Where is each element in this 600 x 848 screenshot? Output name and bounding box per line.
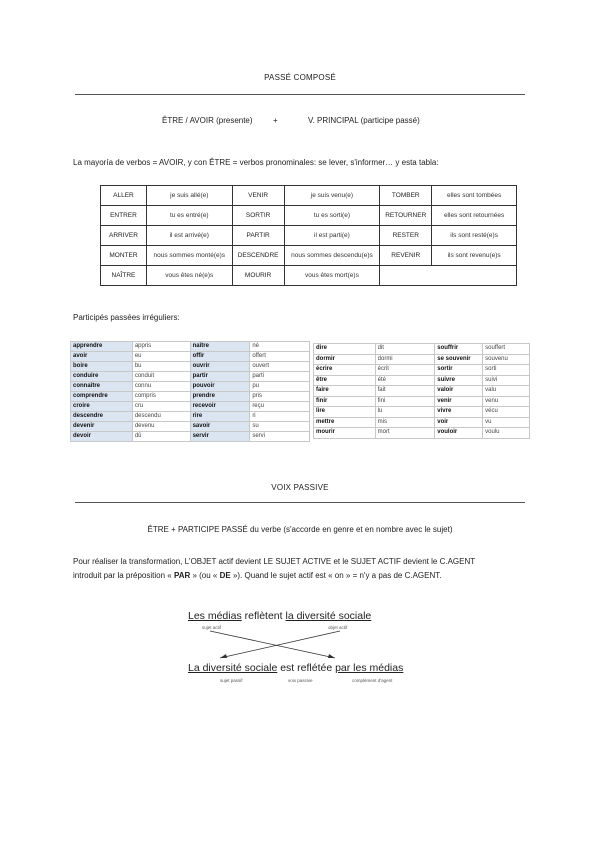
conj-example: je suis venu(e) bbox=[284, 186, 380, 206]
irregular-participle: valu bbox=[483, 386, 530, 397]
irregular-participle: écrit bbox=[375, 365, 435, 376]
irregular-infinitive: sortir bbox=[435, 365, 483, 376]
irregular-participle: cru bbox=[132, 402, 190, 412]
passive-transformation-diagram bbox=[180, 610, 440, 690]
irregular-infinitive: valoir bbox=[435, 386, 483, 397]
irregular-infinitive: recevoir bbox=[190, 402, 250, 412]
conj-example: tu es sorti(e) bbox=[284, 206, 380, 226]
divider bbox=[75, 502, 525, 503]
conj-empty-cell bbox=[380, 266, 517, 286]
irregular-participle: fini bbox=[375, 396, 435, 407]
irregular-title: Participés passées irréguliers: bbox=[73, 313, 180, 322]
irregular-infinitive: être bbox=[314, 375, 376, 386]
conj-example: elles sont retournées bbox=[432, 206, 517, 226]
irregular-participle: pris bbox=[250, 392, 310, 402]
conj-verb: RESTER bbox=[380, 226, 432, 246]
irregular-infinitive: naître bbox=[190, 342, 250, 352]
irregular-row bbox=[314, 365, 530, 376]
irregular-participle: offert bbox=[250, 352, 310, 362]
label-voix-passive: voix passive bbox=[288, 678, 313, 683]
conj-row bbox=[101, 206, 517, 226]
formula-auxiliary: ÊTRE / AVOIR (presente) bbox=[162, 116, 253, 125]
irregular-row bbox=[71, 402, 310, 412]
irregular-infinitive: venir bbox=[435, 396, 483, 407]
conj-example: nous sommes monté(e)s bbox=[146, 246, 232, 266]
irregular-participle: servi bbox=[250, 432, 310, 442]
conj-example: ils sont revenu(e)s bbox=[432, 246, 517, 266]
de-keyword: DE bbox=[219, 571, 231, 580]
passive-formula: ÊTRE + PARTICIPE PASSÉ du verbe (s'accorde en genre et en nombre avec le sujet) bbox=[147, 525, 453, 534]
irregular-participle: parti bbox=[250, 372, 310, 382]
irregular-participle: souffert bbox=[483, 344, 530, 355]
conj-verb: MOURIR bbox=[232, 266, 284, 286]
irregular-infinitive: mettre bbox=[314, 417, 376, 428]
irregular-participle: conduit bbox=[132, 372, 190, 382]
section-title-voix-passive: VOIX PASSIVE bbox=[271, 483, 329, 492]
conj-example: je suis allé(e) bbox=[146, 186, 232, 206]
irregular-infinitive: savoir bbox=[190, 422, 250, 432]
irregular-row bbox=[71, 382, 310, 392]
label-complement-agent: complément d'agent bbox=[352, 678, 393, 683]
irregular-participle: suivi bbox=[483, 375, 530, 386]
conj-example: tu es entré(e) bbox=[146, 206, 232, 226]
irregular-participle: ri bbox=[250, 412, 310, 422]
irregular-row bbox=[71, 352, 310, 362]
label-objet-actif: objet actif bbox=[328, 625, 348, 630]
irregular-participle: dormi bbox=[375, 354, 435, 365]
formula-main-verb: V. PRINCIPAL (participe passé) bbox=[308, 116, 420, 125]
passe-intro-text: La mayoría de verbos = AVOIR, y con ÊTRE = verbos pronominales: se lever, s'informer… y esta tabla: bbox=[73, 158, 439, 167]
irregular-infinitive: finir bbox=[314, 396, 376, 407]
irregular-infinitive: servir bbox=[190, 432, 250, 442]
irregular-participle: reçu bbox=[250, 402, 310, 412]
irregular-infinitive: avoir bbox=[71, 352, 133, 362]
irregular-participle: devenu bbox=[132, 422, 190, 432]
irregular-infinitive: lire bbox=[314, 407, 376, 418]
conj-example: elles sont tombées bbox=[432, 186, 517, 206]
irregular-infinitive: connaître bbox=[71, 382, 133, 392]
irregular-infinitive: comprendre bbox=[71, 392, 133, 402]
irregular-participle: voulu bbox=[483, 428, 530, 439]
conj-verb: NAÎTRE bbox=[101, 266, 147, 286]
irregular-participle: mort bbox=[375, 428, 435, 439]
irregular-row bbox=[314, 417, 530, 428]
irregular-participle: né bbox=[250, 342, 310, 352]
conj-verb: TOMBER bbox=[380, 186, 432, 206]
conj-example: vous êtes mort(e)s bbox=[284, 266, 380, 286]
active-sentence: Les médias reflètent la diversité sociale bbox=[188, 610, 372, 622]
irregular-table-2 bbox=[313, 343, 530, 439]
par-keyword: PAR bbox=[173, 571, 191, 580]
irregular-participle: souvenu bbox=[483, 354, 530, 365]
irregular-participle: dû bbox=[132, 432, 190, 442]
irregular-infinitive: conduire bbox=[71, 372, 133, 382]
conj-row bbox=[101, 266, 517, 286]
irregular-participle: appris bbox=[132, 342, 190, 352]
irregular-participle: eu bbox=[132, 352, 190, 362]
conj-row bbox=[101, 246, 517, 266]
passive-explanation-line-2: introduit par la préposition « PAR » (ou « DE »). Quand le sujet actif est « on » = n'y a pas de C.AGENT. bbox=[73, 571, 442, 580]
irregular-infinitive: vouloir bbox=[435, 428, 483, 439]
conj-verb: DESCENDRE bbox=[232, 246, 284, 266]
irregular-infinitive: devoir bbox=[71, 432, 133, 442]
irregular-row bbox=[314, 407, 530, 418]
irregular-participle: dit bbox=[375, 344, 435, 355]
irregular-infinitive: se souvenir bbox=[435, 354, 483, 365]
irregular-participle: lu bbox=[375, 407, 435, 418]
irregular-infinitive: pouvoir bbox=[190, 382, 250, 392]
passive-explanation bbox=[73, 555, 533, 583]
section-title-passe-compose: PASSÉ COMPOSÉ bbox=[264, 73, 336, 82]
irregular-infinitive: rire bbox=[190, 412, 250, 422]
irregular-infinitive: vivre bbox=[435, 407, 483, 418]
irregular-row bbox=[71, 392, 310, 402]
conj-verb: ENTRER bbox=[101, 206, 147, 226]
irregular-participle: ouvert bbox=[250, 362, 310, 372]
irregular-row bbox=[314, 375, 530, 386]
irregular-participle: sorti bbox=[483, 365, 530, 376]
irregular-row bbox=[71, 342, 310, 352]
irregular-infinitive: partir bbox=[190, 372, 250, 382]
irregular-participle: su bbox=[250, 422, 310, 432]
irregular-infinitive: écrire bbox=[314, 365, 376, 376]
irregular-participle: pu bbox=[250, 382, 310, 392]
irregular-participle: bu bbox=[132, 362, 190, 372]
irregular-row bbox=[314, 428, 530, 439]
irregular-infinitive: croire bbox=[71, 402, 133, 412]
irregular-participle: vécu bbox=[483, 407, 530, 418]
irregular-participle: mis bbox=[375, 417, 435, 428]
irregular-infinitive: faire bbox=[314, 386, 376, 397]
conj-example: ils sont resté(e)s bbox=[432, 226, 517, 246]
irregular-participle: descendu bbox=[132, 412, 190, 422]
irregular-infinitive: voir bbox=[435, 417, 483, 428]
irregular-row bbox=[314, 344, 530, 355]
irregular-infinitive: offir bbox=[190, 352, 250, 362]
conj-example: il est arrivé(e) bbox=[146, 226, 232, 246]
irregular-infinitive: dormir bbox=[314, 354, 376, 365]
irregular-infinitive: apprendre bbox=[71, 342, 133, 352]
conj-example: vous êtes né(e)s bbox=[146, 266, 232, 286]
irregular-row bbox=[71, 422, 310, 432]
conj-row bbox=[101, 226, 517, 246]
passive-explanation-line-1: Pour réaliser la transformation, L'OBJET actif devient LE SUJET ACTIVE et le SUJET ACTIF devient le C.AGENT bbox=[73, 557, 476, 566]
irregular-row bbox=[314, 386, 530, 397]
divider bbox=[75, 94, 525, 95]
conj-verb: ARRIVER bbox=[101, 226, 147, 246]
irregular-row bbox=[71, 372, 310, 382]
irregular-participle: connu bbox=[132, 382, 190, 392]
irregular-infinitive: prendre bbox=[190, 392, 250, 402]
irregular-infinitive: devenir bbox=[71, 422, 133, 432]
irregular-infinitive: ouvrir bbox=[190, 362, 250, 372]
conj-example: nous sommes descendu(e)s bbox=[284, 246, 380, 266]
irregular-infinitive: souffrir bbox=[435, 344, 483, 355]
conj-verb: PARTIR bbox=[232, 226, 284, 246]
formula-plus: + bbox=[273, 116, 278, 125]
conj-verb: RETOURNER bbox=[380, 206, 432, 226]
conj-verb: SORTIR bbox=[232, 206, 284, 226]
irregular-infinitive: mourir bbox=[314, 428, 376, 439]
conj-row bbox=[101, 186, 517, 206]
irregular-participle: fait bbox=[375, 386, 435, 397]
conj-verb: VENIR bbox=[232, 186, 284, 206]
irregular-infinitive: boire bbox=[71, 362, 133, 372]
conj-verb: ALLER bbox=[101, 186, 147, 206]
irregular-row bbox=[71, 412, 310, 422]
conj-example: il est parti(e) bbox=[284, 226, 380, 246]
label-sujet-actif: sujet actif bbox=[202, 625, 222, 630]
irregular-row bbox=[314, 396, 530, 407]
irregular-participle: compris bbox=[132, 392, 190, 402]
irregular-infinitive: dire bbox=[314, 344, 376, 355]
irregular-row bbox=[71, 432, 310, 442]
conj-verb: MONTER bbox=[101, 246, 147, 266]
irregular-participle: venu bbox=[483, 396, 530, 407]
irregular-infinitive: descendre bbox=[71, 412, 133, 422]
conj-verb: REVENIR bbox=[380, 246, 432, 266]
irregular-participle: été bbox=[375, 375, 435, 386]
irregular-table-1 bbox=[70, 341, 310, 442]
passive-sentence: La diversité sociale est reflétée par les médias bbox=[188, 662, 404, 674]
irregular-row bbox=[71, 362, 310, 372]
etre-verbs-table bbox=[100, 185, 517, 286]
irregular-participle: vu bbox=[483, 417, 530, 428]
irregular-infinitive: suivre bbox=[435, 375, 483, 386]
irregular-row bbox=[314, 354, 530, 365]
label-sujet-passif: sujet passif bbox=[220, 678, 243, 683]
